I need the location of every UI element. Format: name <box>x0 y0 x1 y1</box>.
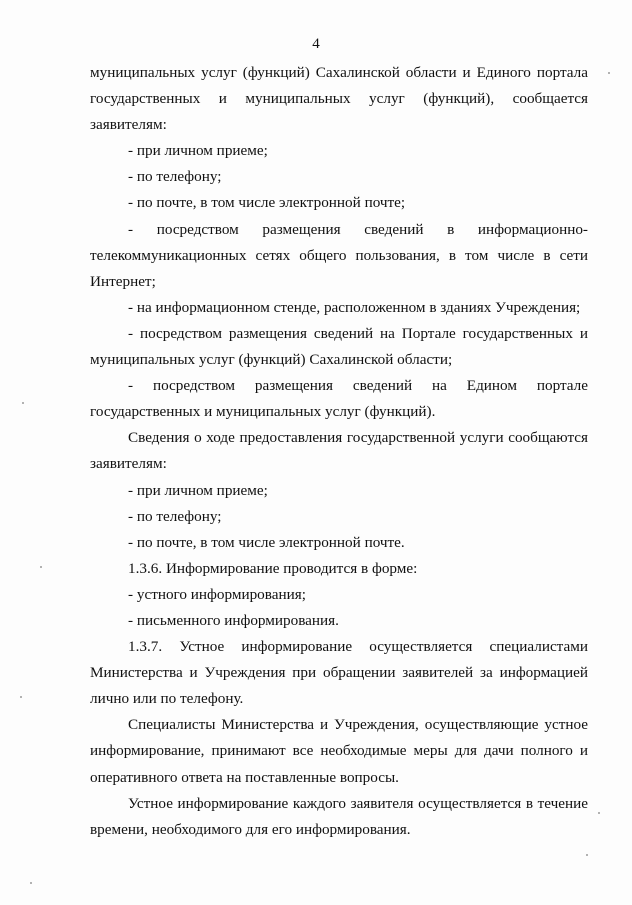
scan-speck <box>598 812 600 814</box>
list-item: - письменного информирования. <box>128 611 339 629</box>
scan-speck <box>30 882 32 884</box>
list-item: - посредством размещения сведений в информационно-телекоммуникационных сетях общего пользования, в том числе в сети Интернет; <box>90 220 588 290</box>
list-item: - на информационном стенде, расположенном в зданиях Учреждения; <box>128 298 581 316</box>
paragraph: муниципальных услуг (функций) Сахалинской области и Единого портала государственных и муниципальных услуг (функций), сообщается заявителям: <box>90 64 588 134</box>
page-number: 4 <box>312 36 320 52</box>
scan-speck <box>40 566 42 568</box>
list-item: - посредством размещения сведений на Портале государственных и муниципальных услуг (функций) Сахалинской области; <box>90 324 588 369</box>
paragraph: Устное информирование каждого заявителя осуществляется в течение времени, необходимого для его информирования. <box>90 794 588 838</box>
paragraph: Специалисты Министерства и Учреждения, осуществляющие устное информирование, принимают все необходимые меры для дачи полного и оперативного ответа на поставленные вопросы. <box>90 716 588 786</box>
list-item: - по телефону; <box>128 168 222 186</box>
paragraph: Сведения о ходе предоставления государственной услуги сообщаются заявителям: <box>90 429 588 473</box>
list-item: - при личном приеме; <box>128 481 268 499</box>
scan-speck <box>586 854 588 856</box>
scan-speck <box>608 72 610 74</box>
scan-speck <box>22 402 24 404</box>
list-item: - посредством размещения сведений на Едином портале государственных и муниципальных услуг (функций). <box>90 377 588 421</box>
section-heading: 1.3.6. Информирование проводится в форме: <box>128 559 418 577</box>
list-item: - по почте, в том числе электронной почте; <box>128 194 406 212</box>
scan-speck <box>20 696 22 698</box>
document-body <box>90 60 588 843</box>
list-item: - устного информирования; <box>128 585 306 603</box>
list-item: - при личном приеме; <box>128 142 268 160</box>
list-item: - по телефону; <box>128 507 222 525</box>
list-item: - по почте, в том числе электронной почте. <box>128 533 405 551</box>
paragraph: 1.3.7. Устное информирование осуществляется специалистами Министерства и Учреждения при обращении заявителей за информацией лично или по телефону. <box>90 638 588 708</box>
